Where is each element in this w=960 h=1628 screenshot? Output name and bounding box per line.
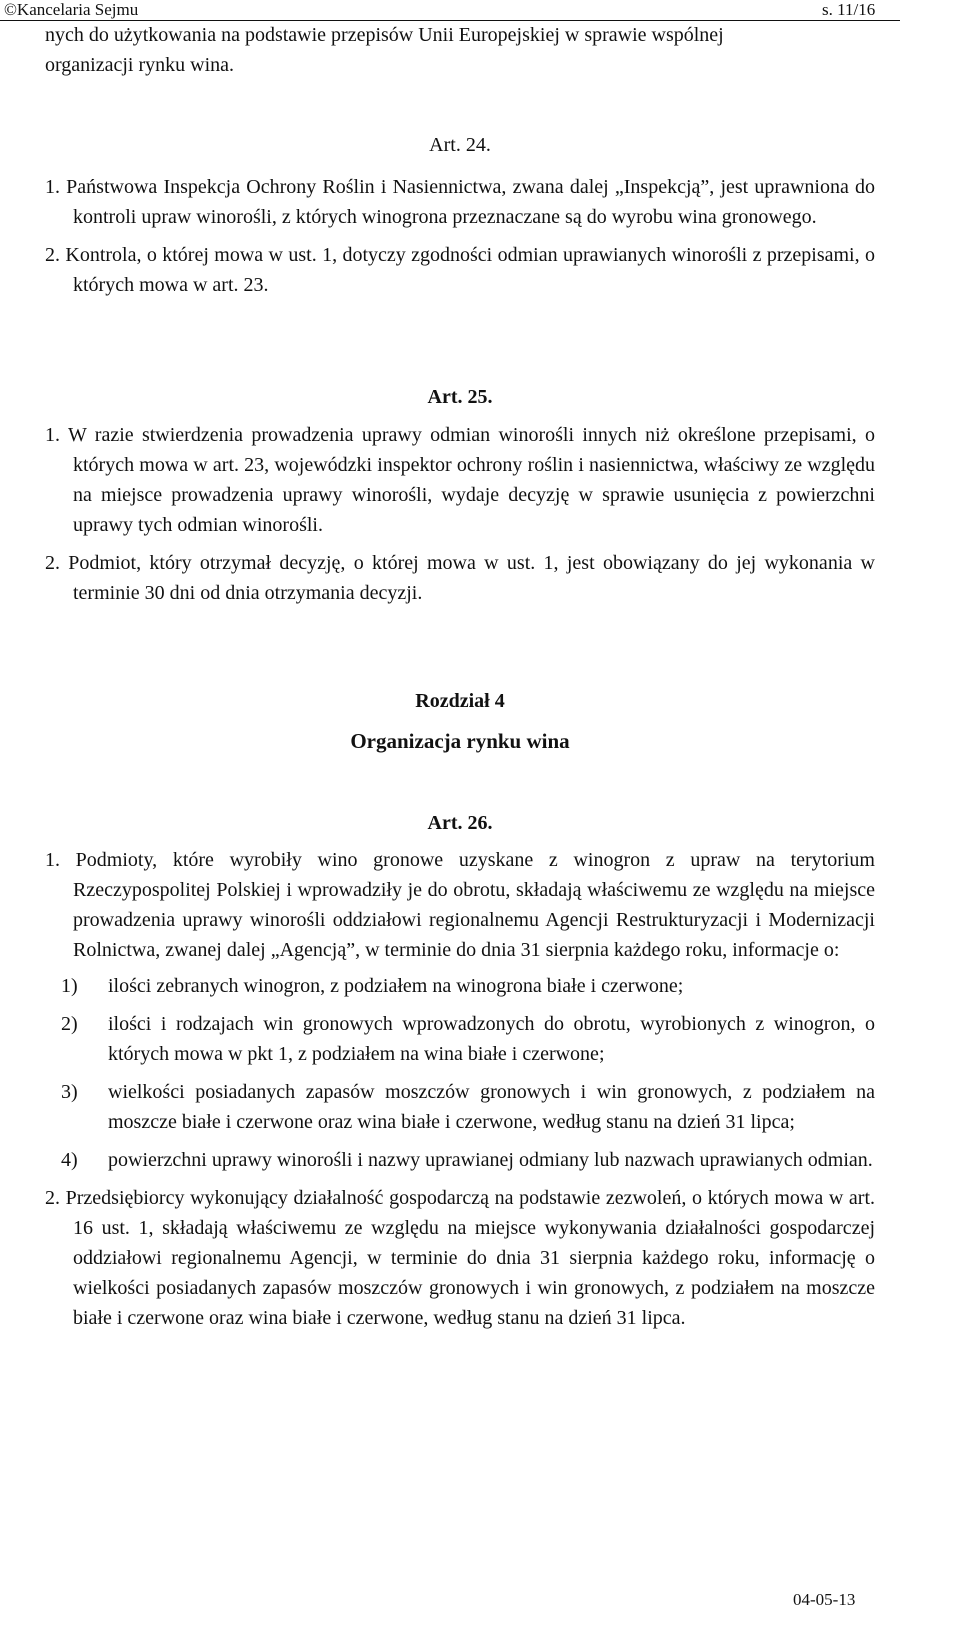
art-24-para-2: 2. Kontrola, o której mowa w ust. 1, dotyczy zgodności odmian uprawianych winorośli z przepisami, o których mowa w art. 23.	[45, 244, 875, 296]
list-item: 1) ilości zebranych winogron, z podziałem na winogrona białe i czerwone;	[61, 975, 684, 997]
header-source: ©Kancelaria Sejmu	[4, 0, 139, 19]
footer-date: 04-05-13	[793, 1590, 856, 1609]
art-25-para-1: 1. W razie stwierdzenia prowadzenia uprawy odmian winorośli innych niż określone przepisami, o których mowa w art. 23, wojewódzki inspektor ochrony roślin i nasiennictwa, właściwy ze względu na miejsce prowadzenia uprawy winorośli, wydaje decyzję w sprawie usunięcia z powierzchni uprawy tych odmian winorośli.	[45, 424, 875, 536]
intro-line-2: organizacji rynku wina.	[45, 54, 235, 76]
list-item: 4) powierzchni uprawy winorośli i nazwy uprawianej odmiany lub nazwach uprawianych odmian.	[61, 1149, 873, 1171]
art-26-list	[45, 971, 875, 1175]
list-item: 3) wielkości posiadanych zapasów moszczów gronowych i win gronowych, z podziałem na moszcze białe i czerwone oraz wina białe i czerwone, według stanu na dzień 31 lipca;	[61, 1081, 875, 1133]
art-26-title: Art. 26.	[427, 812, 493, 834]
page-number: s. 11/16	[822, 0, 876, 19]
list-item: 2) ilości i rodzajach win gronowych wprowadzonych do obrotu, wyrobionych z winogron, o których mowa w pkt 1, z podziałem na wina białe i czerwone;	[61, 1013, 875, 1065]
art-25-body	[45, 420, 875, 608]
intro-line-1: nych do użytkowania na podstawie przepisów Unii Europejskiej w sprawie wspólnej	[45, 24, 724, 46]
art-24-title: Art. 24.	[429, 134, 491, 156]
chapter-title: Organizacja rynku wina	[350, 729, 570, 753]
art-26-para-2: 2. Przedsiębiorcy wykonujący działalność gospodarczą na podstawie zezwoleń, o których mowa w art. 16 ust. 1, składają właściwemu ze względu na miejsce wykonywania działalności gospodarczej oddziałowi regionalnemu Agencji, w terminie do dnia 31 sierpnia każdego roku, informację o wielkości posiadanych zapasów moszczów gronowych i win gronowych, z podziałem na moszcze białe i czerwone oraz wina białe i czerwone, według stanu na dzień 31 lipca.	[45, 1187, 875, 1329]
art-25-para-2: 2. Podmiot, który otrzymał decyzję, o której mowa w ust. 1, jest obowiązany do jej wykonania w terminie 30 dni od dnia otrzymania decyzji.	[45, 552, 875, 604]
intro-text	[45, 20, 875, 80]
chapter-number: Rozdział 4	[415, 690, 505, 712]
art-26-body	[45, 845, 875, 1333]
art-24-para-1: 1. Państwowa Inspekcja Ochrony Roślin i Nasiennictwa, zwana dalej „Inspekcją”, jest uprawniona do kontroli upraw winorośli, z których winogrona przeznaczane są do wyrobu wina gronowego.	[45, 176, 875, 228]
art-25-title: Art. 25.	[427, 386, 493, 408]
art-24-body	[45, 172, 875, 300]
art-26-para-1: 1. Podmioty, które wyrobiły wino gronowe uzyskane z winogron z upraw na terytorium Rzeczypospolitej Polskiej i wprowadziły je do obrotu, składają właściwemu ze względu na miejsce prowadzenia uprawy winorośli oddziałowi regionalnemu Agencji Restrukturyzacji i Modernizacji Rolnictwa, zwanej dalej „Agencją”, w terminie do dnia 31 sierpnia każdego roku, informacje o:	[45, 849, 875, 961]
